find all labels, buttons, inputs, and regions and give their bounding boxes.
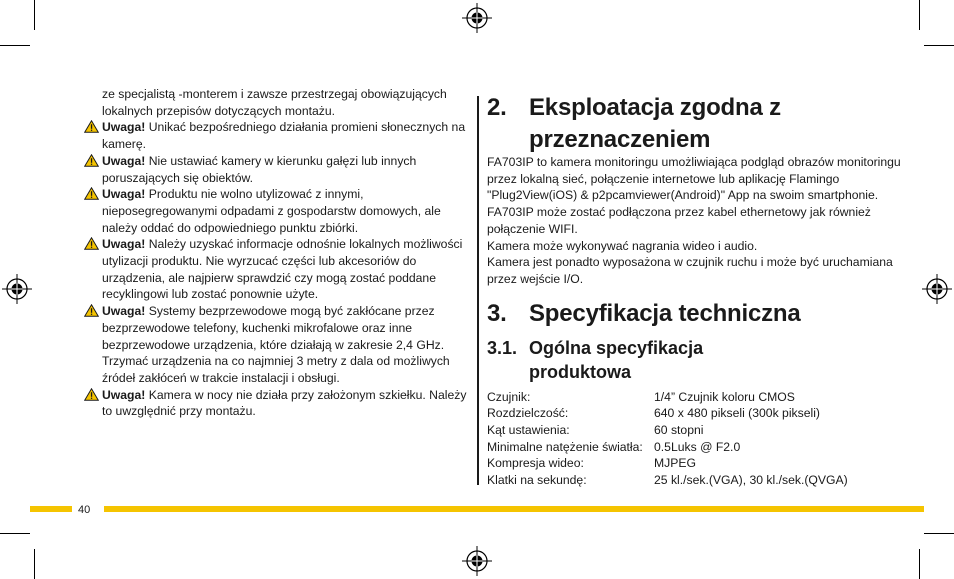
spec-value: 1/4” Czujnik koloru CMOS [654, 389, 795, 404]
warning-text: Należy uzyskać informacje odnośnie lokalnych możliwości utylizacji produktu. Nie wyrzucać części lub akcesoriów do urządzenia, ale najpierw sprawdzić czy mogą zostać poddane recyklingowi lub zostać ponownie użyte. [102, 237, 463, 302]
warning-triangle-icon [84, 120, 99, 133]
spec-row [487, 422, 907, 439]
paragraph: Kamera może wykonywać nagrania wideo i audio. [487, 238, 758, 253]
spec-value: 0.5Luks @ F2.0 [654, 439, 741, 454]
warning-text: Unikać bezpośredniego działania promieni słonecznych na kamerę. [102, 120, 466, 152]
crop-mark [0, 45, 30, 46]
footer-accent-bar-left [30, 506, 72, 512]
spec-value: MJPEG [654, 456, 696, 471]
paragraph: Kamera jest ponadto wyposażona w czujnik ruchu i może być uruchamiana przez wejście I/O. [487, 255, 893, 286]
warning-item [84, 186, 469, 236]
warning-text: Nie ustawiać kamery w kierunku gałęzi lub innych poruszających się obiektów. [102, 153, 417, 185]
right-column [487, 92, 907, 489]
registration-mark-icon [2, 274, 32, 304]
registration-mark-icon [462, 546, 492, 576]
section-title: Eksploatacja zgodna z przeznaczeniem [529, 94, 781, 153]
registration-mark-icon [462, 3, 492, 33]
crop-mark [0, 533, 30, 534]
warning-item [84, 119, 469, 152]
crop-mark [924, 45, 954, 46]
section-heading-3 [487, 298, 907, 330]
warning-triangle-icon [84, 237, 99, 250]
crop-mark [919, 0, 920, 30]
spec-key: Czujnik: [487, 389, 531, 404]
registration-mark-icon [922, 274, 952, 304]
spec-value: 640 x 480 pikseli (300k pikseli) [654, 406, 820, 421]
spec-row [487, 389, 907, 406]
intro-paragraph: ze specjalistą -monterem i zawsze przestrzegaj obowiązujących lokalnych przepisów dotyczących montażu. [102, 87, 447, 118]
spec-key: Rozdzielczość: [487, 406, 569, 421]
spec-key: Kąt ustawienia: [487, 423, 570, 438]
paragraph: FA703IP to kamera monitoringu umożliwiająca podgląd obrazów monitoringu przez lokalną sieć, połączenie internetowe lub aplikację Flamingo "Plug2View(iOS) & p2pcamviewer(Android)" App na swoim smartphonie. FA703IP może zostać podłączona przez kabel ethernetowy jak również połączenie WIFI. [487, 155, 901, 236]
column-divider [477, 96, 479, 485]
crop-mark [924, 533, 954, 534]
warning-triangle-icon [84, 154, 99, 167]
warning-label: Uwaga! [102, 120, 146, 135]
warning-item [84, 303, 469, 387]
section-number: 2. [487, 94, 507, 121]
crop-mark [919, 549, 920, 579]
subsection-title: Ogólna specyfikacja produktowa [529, 337, 704, 382]
page-number: 40 [78, 504, 91, 516]
warning-triangle-icon [84, 304, 99, 317]
spec-table [487, 389, 907, 489]
spec-key: Klatki na sekundę: [487, 473, 587, 488]
warning-item [84, 153, 469, 186]
spec-key: Kompresja wideo: [487, 456, 584, 471]
footer-accent-bar-right [104, 506, 924, 512]
warning-triangle-icon [84, 187, 99, 200]
left-column [84, 86, 469, 420]
warning-label: Uwaga! [102, 187, 146, 202]
subsection-number: 3.1. [487, 337, 518, 358]
warning-text: Systemy bezprzewodowe mogą być zakłócane przez bezprzewodowe telefony, kuchenki mikrofalowe oraz inne bezprzewodowe urządzenia, które działają w zakresie 2,4 GHz. Trzymać urządzenia na co najmniej 3 metry z dala od możliwych źródeł zakłóceń w trakcie instalacji i obsługi. [102, 304, 450, 385]
section-number: 3. [487, 299, 507, 327]
spec-value: 60 stopni [654, 423, 704, 438]
subsection-heading [487, 336, 907, 384]
warning-label: Uwaga! [102, 153, 146, 168]
warning-triangle-icon [84, 388, 99, 401]
warning-list [84, 119, 469, 420]
warning-text: Produktu nie wolno utylizować z innymi, nieposegregowanymi odpadami z gospodarstw domowych, ale należy oddać do odpowiedniego punktu zbiórki. [102, 187, 441, 235]
section-title: Specyfikacja techniczna [529, 299, 801, 327]
warning-text: Kamera w nocy nie działa przy założonym szkiełku. Należy to uwzględnić przy montażu. [102, 387, 467, 419]
warning-label: Uwaga! [102, 237, 146, 252]
spec-row [487, 405, 907, 422]
spec-row [487, 472, 907, 489]
crop-mark [34, 0, 35, 30]
warning-item [84, 236, 469, 303]
usage-description [487, 154, 907, 288]
spec-row [487, 455, 907, 472]
section-heading-2 [487, 92, 907, 156]
crop-mark [34, 549, 35, 579]
warning-item [84, 387, 469, 420]
spec-row [487, 439, 907, 456]
warning-label: Uwaga! [102, 387, 146, 402]
spec-value: 25 kl./sek.(VGA), 30 kl./sek.(QVGA) [654, 473, 848, 488]
spec-key: Minimalne natężenie światła: [487, 439, 643, 454]
warning-label: Uwaga! [102, 304, 146, 319]
